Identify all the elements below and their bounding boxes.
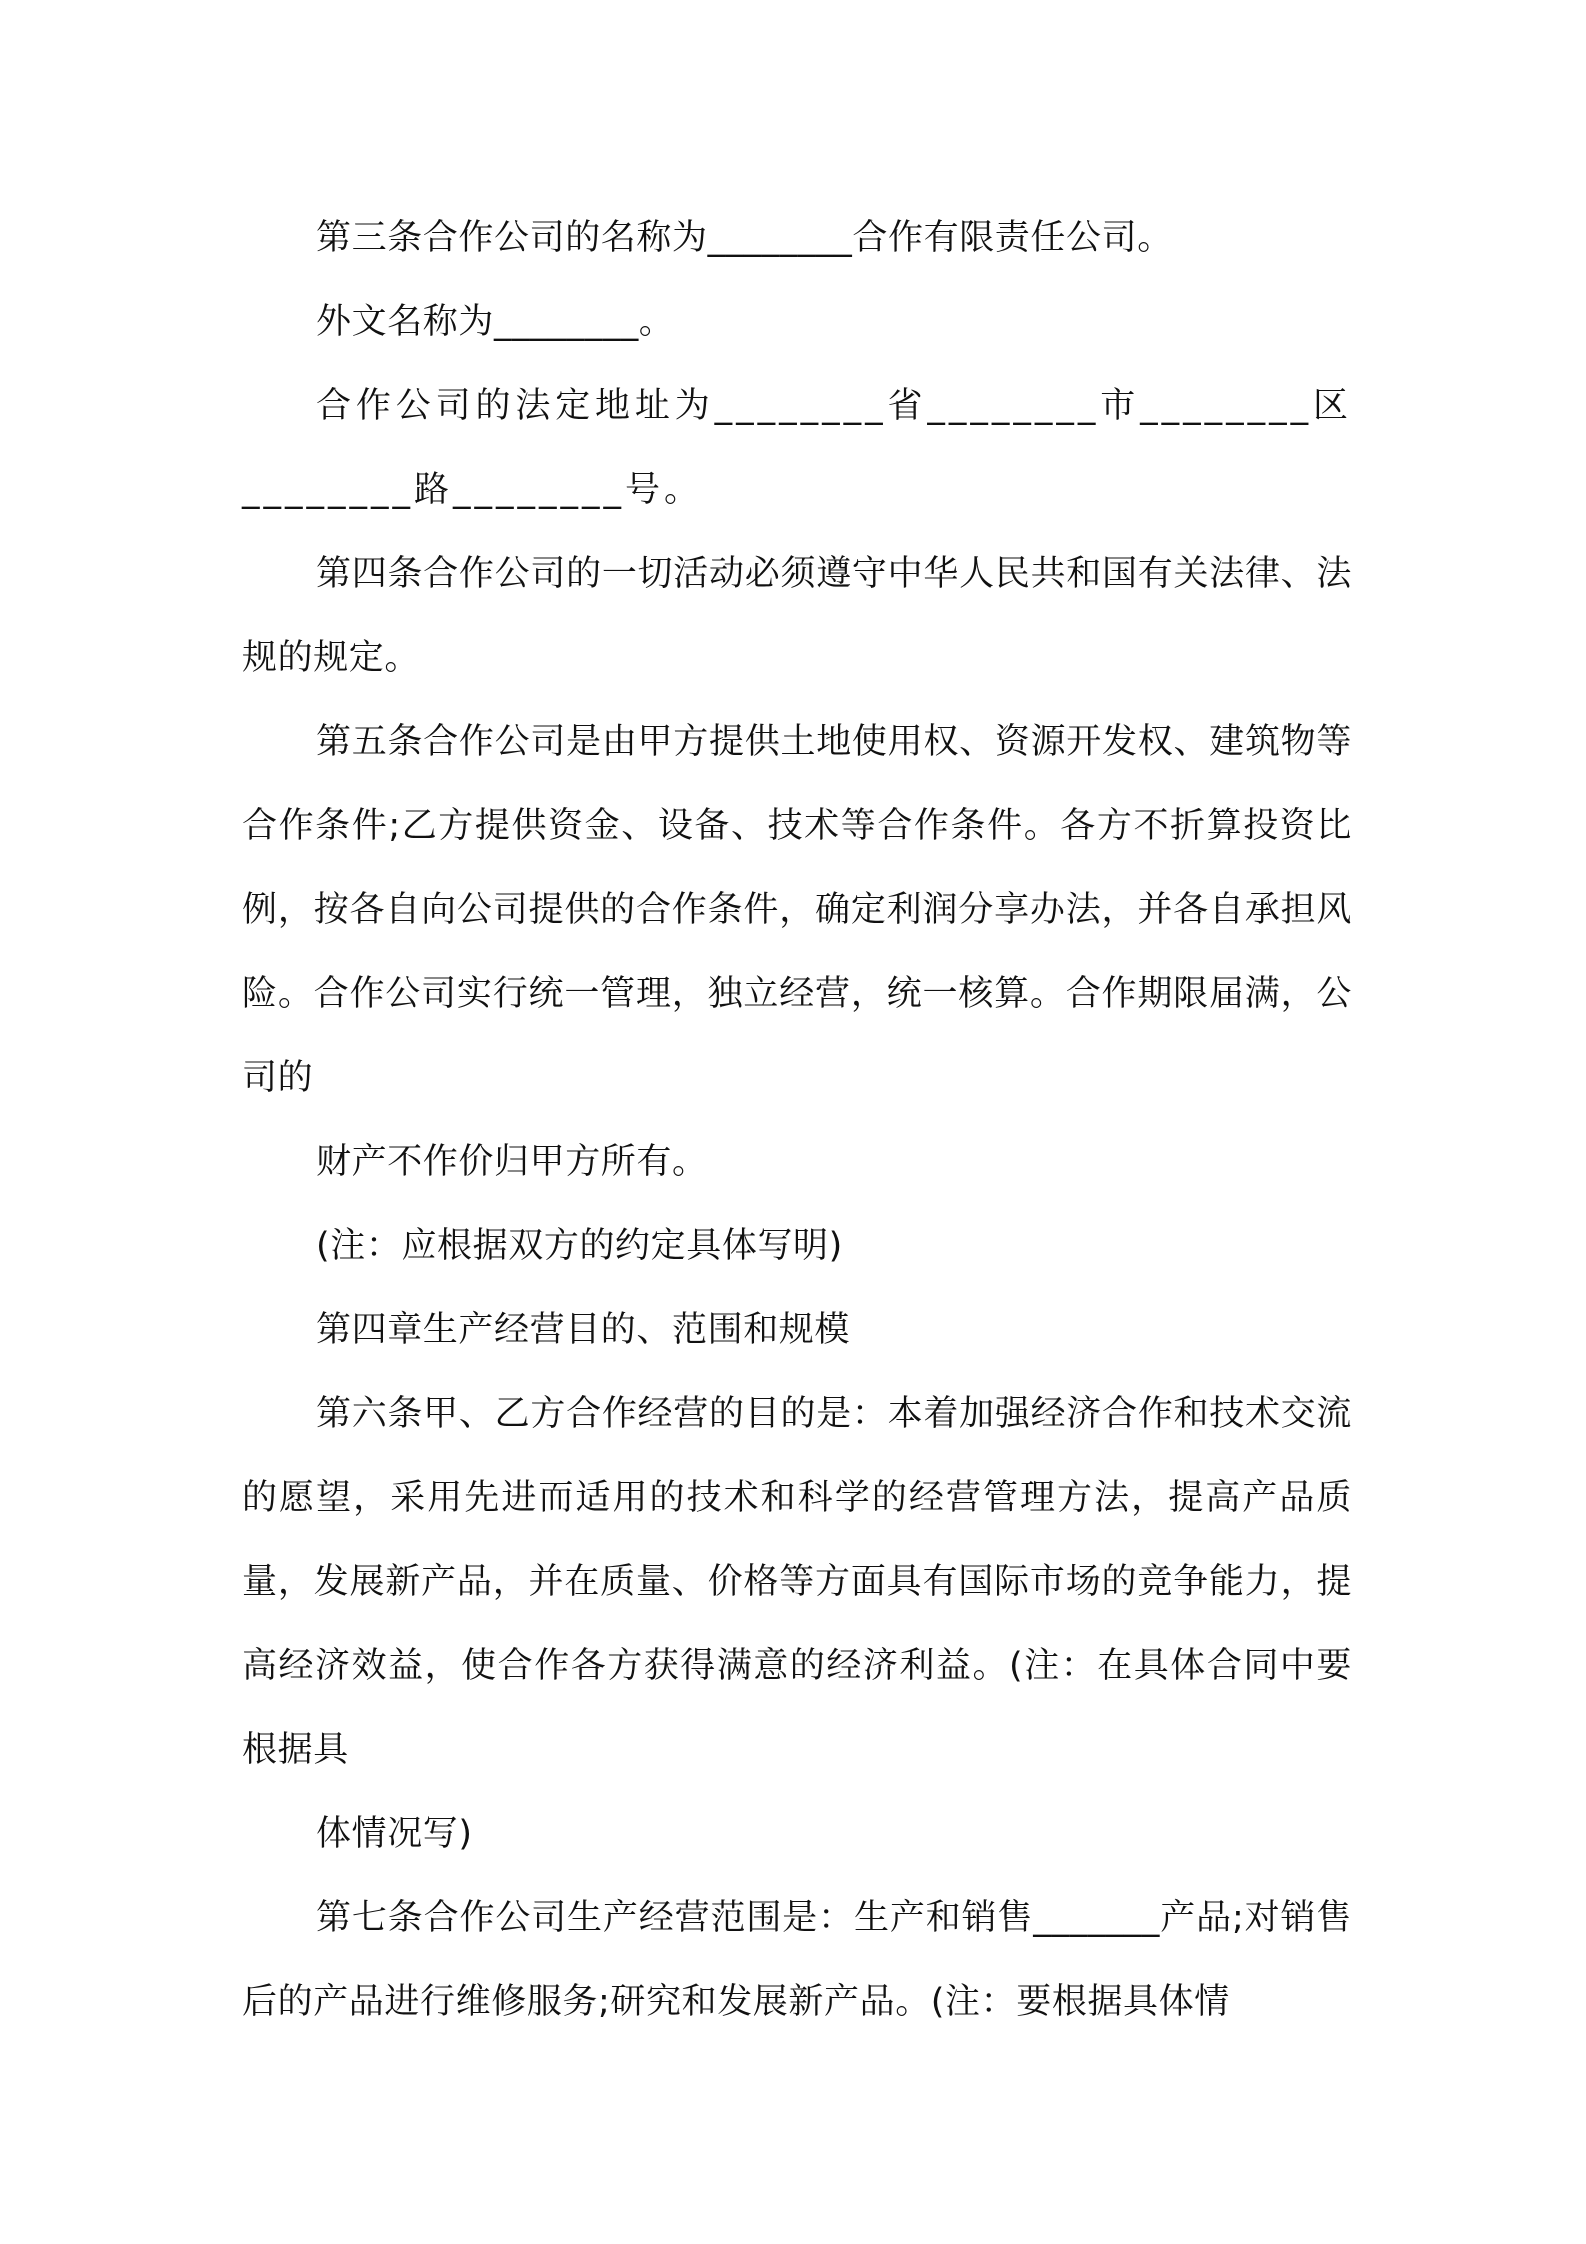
paragraph-legal-address: 合作公司的法定地址为________省________市________区________路________号。 — [242, 386, 1352, 510]
chapter-4-heading: 第四章生产经营目的、范围和规模 — [316, 1310, 851, 1350]
paragraph-note-1: (注：应根据双方的约定具体写明) — [316, 1226, 843, 1266]
paragraph-property-ownership: 财产不作价归甲方所有。 — [316, 1142, 708, 1182]
paragraph-article-4: 第四条合作公司的一切活动必须遵守中华人民共和国有关法律、法规的规定。 — [242, 554, 1352, 678]
document-body — [242, 196, 1352, 2044]
paragraph-foreign-name: 外文名称为________。 — [316, 302, 675, 342]
paragraph-note-2: 体情况写) — [316, 1814, 473, 1854]
paragraph-article-5: 第五条合作公司是由甲方提供土地使用权、资源开发权、建筑物等合作条件;乙方提供资金、设备、技术等合作条件。各方不折算投资比例，按各自向公司提供的合作条件，确定利润分享办法，并各自承担风险。合作公司实行统一管理，独立经营，统一核算。合作期限届满，公司的 — [242, 722, 1352, 1098]
paragraph-article-7: 第七条合作公司生产经营范围是：生产和销售_______产品;对销售后的产品进行维修服务;研究和发展新产品。(注：要根据具体情 — [242, 1898, 1352, 2022]
paragraph-article-6: 第六条甲、乙方合作经营的目的是：本着加强经济合作和技术交流的愿望，采用先进而适用的技术和科学的经营管理方法，提高产品质量，发展新产品，并在质量、价格等方面具有国际市场的竞争能力，提高经济效益，使合作各方获得满意的经济利益。(注：在具体合同中要根据具 — [242, 1394, 1352, 1770]
paragraph-article-3-name: 第三条合作公司的名称为________合作有限责任公司。 — [316, 218, 1173, 258]
